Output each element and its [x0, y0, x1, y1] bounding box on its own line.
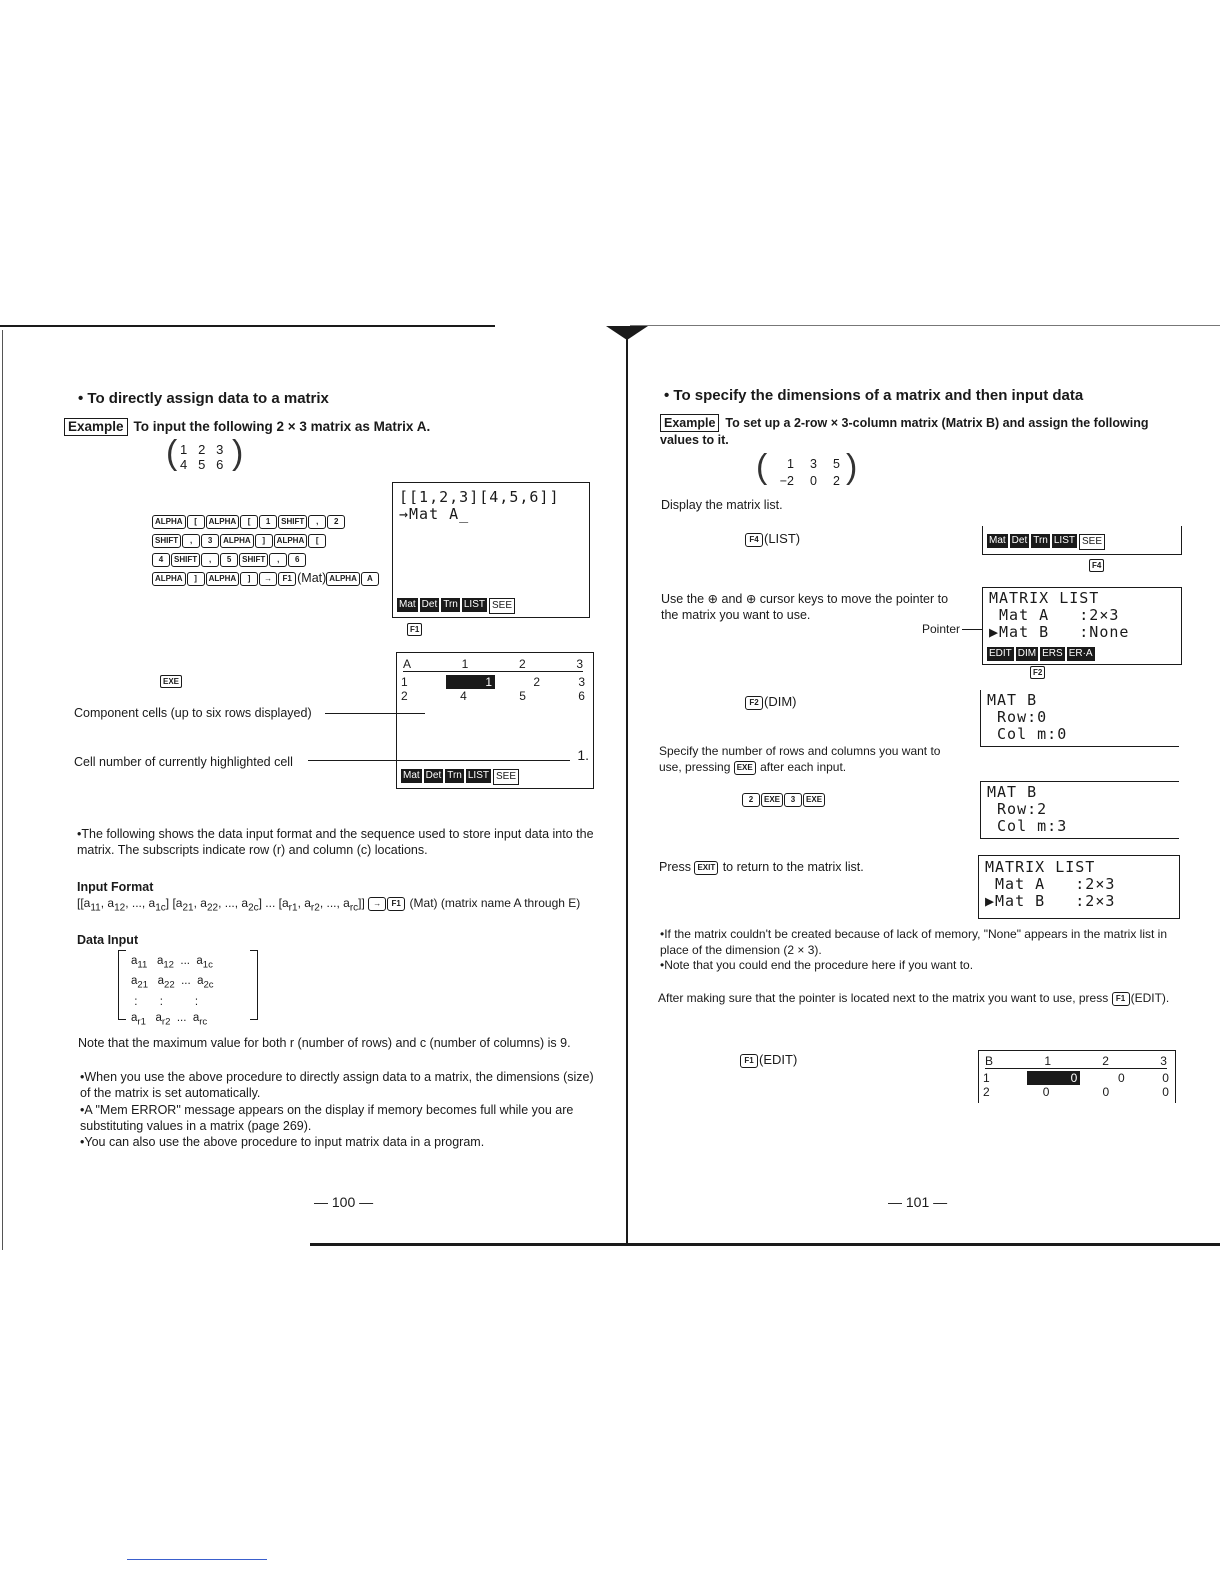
m-a13: 3 — [216, 442, 224, 457]
screen-matrix-list-2 — [978, 855, 1180, 919]
menu-edit[interactable]: EDIT — [989, 648, 1012, 659]
cell-r1c2[interactable]: 2 — [533, 675, 540, 689]
top-rule-right — [630, 325, 1220, 326]
menu-ers[interactable]: ERS — [1042, 648, 1063, 659]
right-example — [660, 414, 1180, 448]
specify-text-1: Specify the number of rows and columns you want to use, pressing — [659, 744, 941, 774]
screen-dim-1 — [980, 690, 1179, 747]
press-exit-text: Press EXIT to return to the matrix list. — [659, 860, 864, 874]
dim-key-sequence: 2 EXE 3 EXE — [742, 790, 826, 809]
hdr-c1: 1 — [461, 657, 469, 671]
dim2-title: MAT B — [987, 783, 1038, 801]
screen-menu-strip — [982, 526, 1182, 555]
rm-a21: −2 — [779, 474, 794, 488]
m-a23: 6 — [216, 457, 224, 472]
edit-hdr-c2: 2 — [1102, 1054, 1109, 1068]
input-format-title: Input Format — [77, 880, 154, 894]
display-list-text: Display the matrix list. — [661, 498, 783, 512]
hdr-c3: 3 — [576, 657, 583, 671]
menu-dim[interactable]: DIM — [1017, 648, 1037, 659]
left-heading: • To directly assign data to a matrix — [78, 390, 329, 407]
left-para1: •The following shows the data input format and the sequence used to store input data into the matrix. The subscripts indicate row (r) and column (c) locations. — [77, 827, 594, 857]
menu-era[interactable]: ER·A — [1068, 648, 1093, 659]
menu-det[interactable]: Det — [421, 599, 438, 610]
f4-list-label: (LIST) — [764, 531, 801, 546]
matlist1-menu — [987, 647, 1095, 661]
hdr-c2: 2 — [518, 657, 526, 671]
key-sequence: ALPHA [ ALPHA [ 1 SHIFT , 2 SHIFT , 3 ALPHA ] ALPHA [ 4 SHIFT , 5 SHIFT , 6 ALPHA ] ALPHA ] → F1 (Mat) ALPHA A — [152, 512, 380, 588]
cell-number: 1. — [577, 747, 589, 763]
exe-key-label: EXE — [160, 675, 182, 688]
edit-r1c2[interactable]: 0 — [1117, 1071, 1125, 1085]
f1-edit-step: F1 (EDIT) — [740, 1052, 797, 1068]
keys-mat-suffix: (Mat) — [297, 571, 327, 585]
rm-a22: 0 — [810, 474, 817, 488]
dim1-row[interactable]: Row:0 — [987, 708, 1048, 726]
left-matrix: ( 1 2 3 4 5 6 ) — [166, 434, 244, 472]
left-bullet-1: •When you use the above procedure to directly assign data to a matrix, the dimensions (size) of the matrix is set automatically. — [80, 1070, 594, 1100]
right-bullet-2: •Note that you could end the procedure here if you want to. — [660, 958, 974, 972]
right-menu1 — [987, 534, 1105, 550]
f1-key-label: F1 — [407, 623, 422, 636]
f2-key-label: F2 — [1030, 666, 1045, 679]
f2-dim-step: F2 (DIM) — [745, 694, 797, 710]
rmenu-trn[interactable]: Trn — [1033, 535, 1048, 546]
menu2-det[interactable]: Det — [425, 770, 442, 781]
left-bullet-2: •A "Mem ERROR" message appears on the display if memory becomes full while you are substituting values in a matrix (page 269). — [80, 1103, 574, 1133]
m-a12: 2 — [198, 442, 206, 457]
example-text-right: To set up a 2-row × 3-column matrix (Matrix B) and assign the following values to it. — [660, 416, 1149, 447]
screen-matrix-list-1 — [982, 587, 1182, 665]
matlist2-row-a[interactable]: Mat A :2×3 — [985, 875, 1116, 893]
screen1-line2: →Mat A_ — [399, 505, 470, 523]
edit-hdr-c1: 1 — [1044, 1054, 1051, 1068]
edit-r1c3[interactable]: 0 — [1162, 1071, 1169, 1085]
press-word: Press — [659, 860, 691, 874]
callout-component-cells: Component cells (up to six rows displayed) — [74, 706, 312, 720]
f4-key-label: F4 — [1089, 559, 1104, 572]
menu2-trn[interactable]: Trn — [447, 770, 462, 781]
menu2-see[interactable]: SEE — [493, 769, 519, 785]
f1-edit-label: (EDIT) — [759, 1052, 798, 1067]
m-a22: 5 — [198, 457, 206, 472]
example-text: To input the following 2 × 3 matrix as Matrix A. — [133, 419, 431, 434]
pointer-label: Pointer — [922, 622, 961, 636]
left-edge-rule — [2, 330, 3, 1250]
callout-line-1 — [325, 713, 425, 714]
cell-r2c3[interactable]: 6 — [578, 689, 585, 703]
rm-a23: 2 — [832, 474, 840, 488]
left-bullet-3: •You can also use the above procedure to input matrix data in a program. — [80, 1135, 485, 1149]
rm-a12: 3 — [810, 457, 817, 471]
press-exit-rest: to return to the matrix list. — [722, 860, 864, 874]
after-text-1: After making sure that the pointer is located next to the matrix you want to use, press — [658, 991, 1109, 1005]
left-example — [64, 418, 430, 436]
edit-hdr-name: B — [985, 1054, 994, 1068]
left-note: Note that the maximum value for both r (number of rows) and c (number of columns) is 9. — [78, 1036, 571, 1050]
screen-dim-2 — [980, 781, 1179, 839]
after-text: After making sure that the pointer is located next to the matrix you want to use, press F1 (EDIT). — [658, 991, 1170, 1005]
m-a21: 4 — [180, 457, 188, 472]
rmenu-det[interactable]: Det — [1011, 535, 1028, 546]
screen2-menu — [401, 769, 519, 785]
edit-highlighted-cell[interactable]: 0 — [1027, 1071, 1080, 1085]
screen-edit-b: B 1 2 3 1 0 0 0 2 0 0 0 — [978, 1050, 1176, 1103]
matlist1-title: MATRIX LIST — [989, 589, 1100, 607]
dim1-col[interactable]: Col m:0 — [987, 725, 1068, 743]
menu2-mat[interactable]: Mat — [403, 770, 420, 781]
f2-dim-label: (DIM) — [764, 694, 797, 709]
f4-list-step: F4 (LIST) — [745, 531, 800, 547]
input-format-line: [[$a_{11}$, $a_{12}$, ..., $a_{1c}$] [$a_{21}$, $a_{22}$, ..., $a_{2c}$] ... [$a_{r1}$, $a_{r2}$, ..., $a_{rc}]] \to F1$ (Mat) (matrix name A through E) — [77, 896, 581, 914]
right-heading: • To specify the dimensions of a matrix and then input data — [664, 387, 1084, 404]
matlist2-title: MATRIX LIST — [985, 858, 1096, 876]
cell-r1c3[interactable]: 3 — [578, 675, 585, 689]
edit-hdr-c3: 3 — [1160, 1054, 1167, 1068]
rmenu-mat[interactable]: Mat — [989, 535, 1006, 546]
menu2-list[interactable]: LIST — [467, 770, 489, 781]
after-text-2: (EDIT). — [1130, 991, 1170, 1005]
rmenu-list[interactable]: LIST — [1053, 535, 1075, 546]
hdr-name: A — [403, 657, 412, 671]
specify-text-2: after each input. — [760, 760, 847, 774]
example-label: Example — [64, 418, 128, 436]
use-cursor-text: Use the ⊕ and ⊕ cursor keys to move the pointer to the matrix you want to use. — [661, 592, 949, 622]
cell-r2c1[interactable]: 4 — [460, 689, 467, 703]
spine-triangle — [606, 326, 648, 340]
page-number-left: — 100 — — [314, 1194, 374, 1210]
matlist1-row-a[interactable]: Mat A :2×3 — [989, 606, 1120, 624]
dim1-title: MAT B — [987, 691, 1038, 709]
callout-line-2 — [308, 760, 570, 761]
data-input-title: Data Input — [77, 933, 139, 947]
edit-r2c1[interactable]: 0 — [1042, 1085, 1050, 1099]
screen1-menu — [397, 598, 515, 614]
highlighted-cell[interactable]: 1 — [446, 675, 495, 689]
dim2-col[interactable]: Col m:3 — [987, 817, 1068, 835]
example-label-right: Example — [660, 414, 719, 432]
cell-r2c2[interactable]: 5 — [519, 689, 526, 703]
right-matrix: ( 1 3 5 −2 0 2 ) — [756, 448, 858, 488]
right-bullet-1: •If the matrix couldn't be created because of lack of memory, "None" appears in the matrix list in place of the dimension (2 × 3). — [660, 927, 1168, 957]
matlist1-row-b[interactable]: ▶Mat B :None — [989, 623, 1130, 641]
bottom-rule — [310, 1243, 1220, 1246]
rm-a11: 1 — [787, 457, 794, 471]
screen-matrix-input — [392, 482, 590, 618]
screen1-line1: [[1,2,3][4,5,6]] — [399, 488, 560, 506]
edit-r2c2[interactable]: 0 — [1102, 1085, 1110, 1099]
m-a11: 1 — [180, 442, 188, 457]
page-number-right: — 101 — — [888, 1194, 948, 1210]
menu-mat[interactable]: Mat — [399, 599, 416, 610]
menu-trn[interactable]: Trn — [443, 599, 458, 610]
dim2-row[interactable]: Row:2 — [987, 800, 1048, 818]
matlist2-row-b[interactable]: ▶Mat B :2×3 — [985, 892, 1116, 910]
menu-list[interactable]: LIST — [463, 599, 485, 610]
footer-link-line — [127, 1559, 267, 1560]
rm-a13: 5 — [832, 457, 840, 471]
screen-matrix-edit: A 1 2 3 1 1 2 3 2 4 5 6 1. Mat Det Trn LIST SEE — [396, 652, 594, 789]
specify-text: Specify the number of rows and columns you want to use, pressing EXE after each input. — [659, 744, 941, 774]
callout-cell-number: Cell number of currently highlighted cell — [74, 755, 293, 769]
edit-r2c3[interactable]: 0 — [1162, 1085, 1169, 1099]
input-format-suffix: (Mat) (matrix name A through E) — [409, 896, 581, 910]
menu-see[interactable]: SEE — [489, 598, 515, 614]
spine-line — [626, 330, 628, 1245]
rmenu-see[interactable]: SEE — [1079, 534, 1105, 550]
data-input-matrix: $a_{11}$ $a_{12}$ ... $a_{1c}$ $a_{21}$ $a_{22}$ ... $a_{2c}$ : : : $a_{r1}$ $a_{r2}$ ... $a_{rc}$ — [118, 950, 258, 1020]
top-rule-left — [0, 325, 495, 327]
